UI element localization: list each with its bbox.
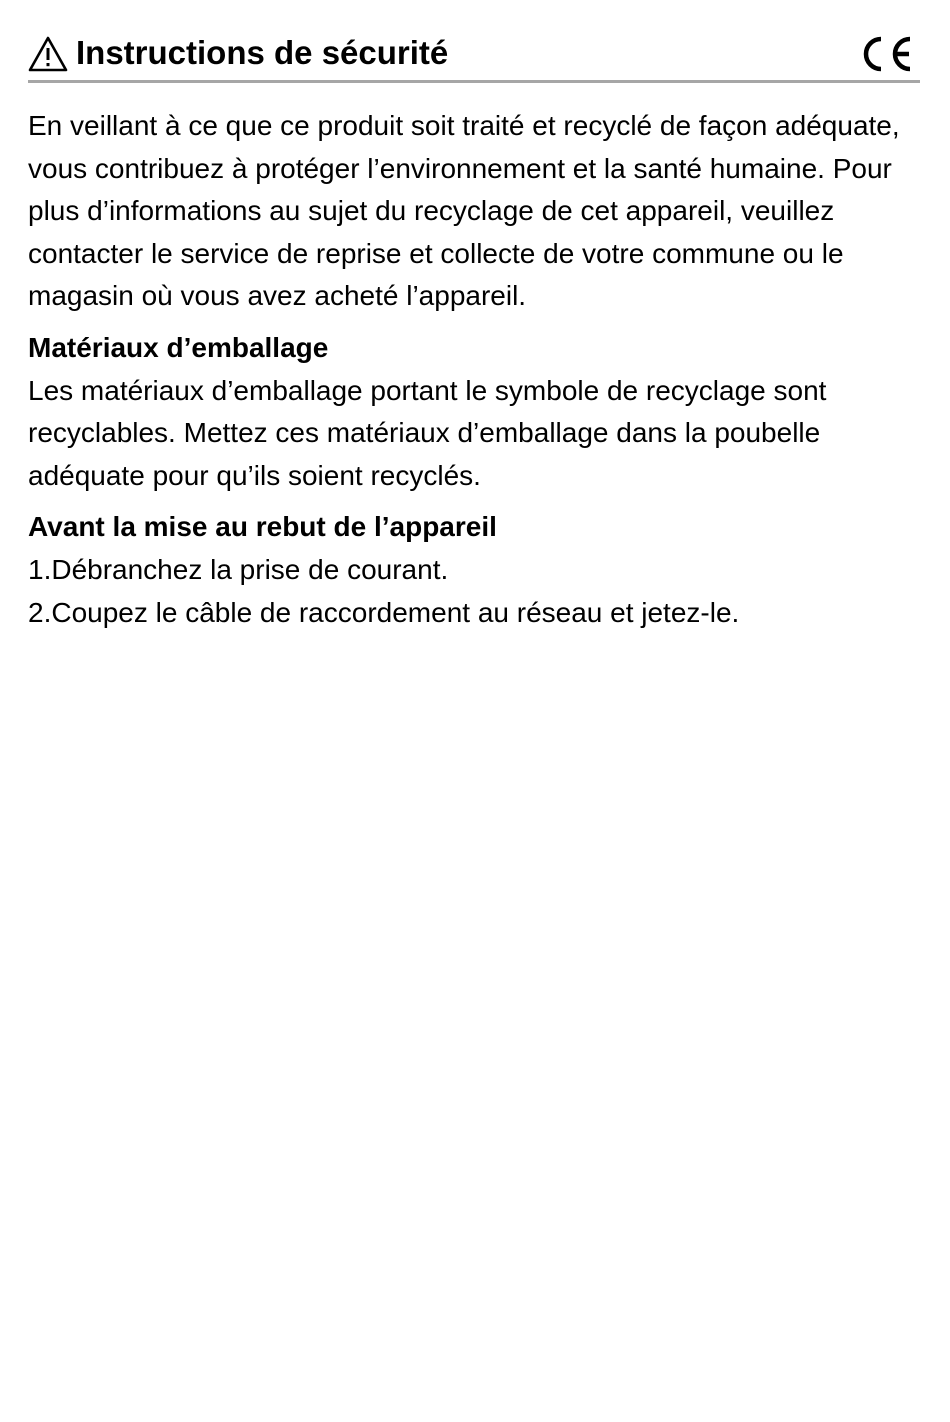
packaging-heading: Matériaux d’emballage [28,331,329,363]
page-title: Instructions de sécurité [76,34,449,71]
document-page [28,30,920,634]
packaging-paragraph: Les matériaux d’emballage portant le symbole de recyclage sont recyclables. Mettez ces matériaux d’emballage dans la poubelle adéquate pour qu’ils soient recyclés. [28,374,827,491]
disposal-heading: Avant la mise au rebut de l’appareil [28,511,497,543]
intro-paragraph: En veillant à ce que ce produit soit traité et recyclé de façon adéquate, vous contribuez à protéger l’environnement et la santé humaine. Pour plus d’informations au sujet du recyclage de cet appareil, veuillez contacter le service de reprise et collecte de votre commune ou le magasin où vous avez acheté l’appareil. [28,110,900,312]
disposal-step: 1.Débranchez la prise de courant. [28,553,449,585]
warning-triangle-icon [28,35,68,73]
document-body [28,105,920,634]
page-header [28,30,920,83]
disposal-step: 2.Coupez le câble de raccordement au réseau et jetez-le. [28,596,740,628]
ce-mark-icon [860,34,914,74]
